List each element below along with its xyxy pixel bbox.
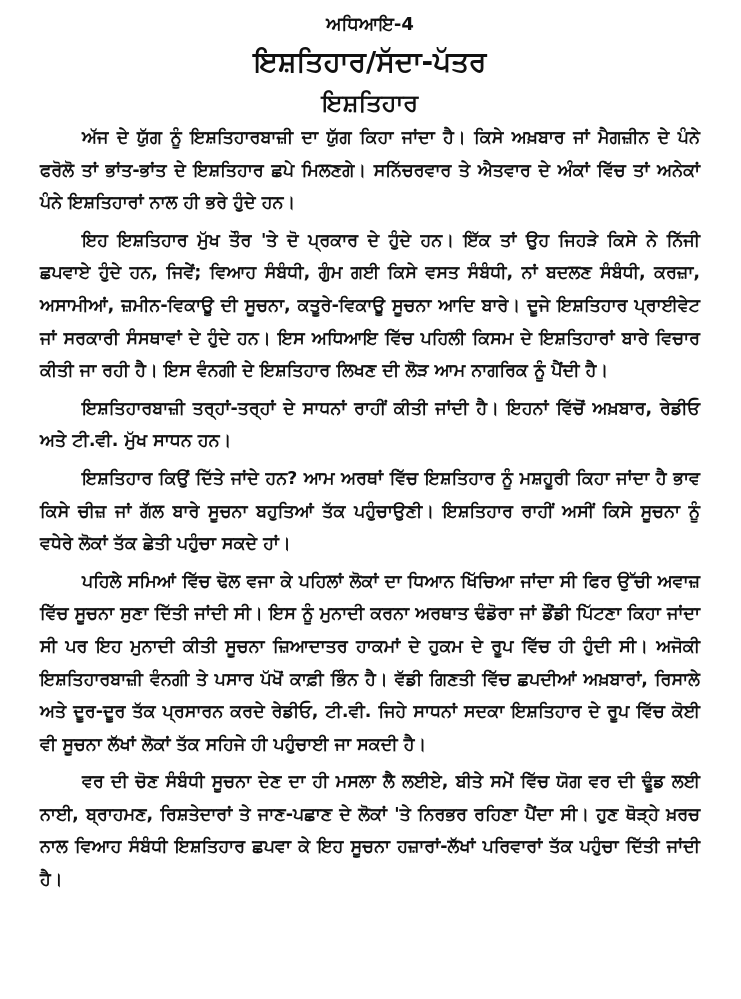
paragraph-4: ਇਸ਼ਤਿਹਾਰ ਕਿਉਂ ਦਿੱਤੇ ਜਾਂਦੇ ਹਨ? ਆਮ ਅਰਥਾਂ ਵਿੱਚ ਇਸ਼ਤਿਹਾਰ ਨੂੰ ਮਸ਼ਹੂਰੀ ਕਿਹਾ ਜਾਂਦਾ ਹੈ ਭਾਵ ਕਿਸੇ ਚੀਜ਼ ਜਾਂ ਗੱਲ ਬਾਰੇ ਸੂਚਨਾ ਬਹੁਤਿਆਂ ਤੱਕ ਪਹੁੰਚਾਉਣੀ। ਇਸ਼ਤਿਹਾਰ ਰਾਹੀਂ ਅਸੀਂ ਕਿਸੇ ਸੂਚਨਾ ਨੂੰ ਵਧੇਰੇ ਲੋਕਾਂ ਤੱਕ ਛੇਤੀ ਪਹੁੰਚਾ ਸਕਦੇ ਹਾਂ। — [40, 468, 700, 555]
paragraph-5: ਪਹਿਲੇ ਸਮਿਆਂ ਵਿੱਚ ਢੋਲ ਵਜਾ ਕੇ ਪਹਿਲਾਂ ਲੋਕਾਂ ਦਾ ਧਿਆਨ ਖਿੱਚਿਆ ਜਾਂਦਾ ਸੀ ਫਿਰ ਉੱਚੀ ਅਵਾਜ਼ ਵਿੱਚ ਸੂਚਨਾ ਸੁਣਾ ਦਿੱਤੀ ਜਾਂਦੀ ਸੀ। ਇਸ ਨੂੰ ਮੁਨਾਦੀ ਕਰਨਾ ਅਰਥਾਤ ਢੰਡੋਰਾ ਜਾਂ ਡੌਂਡੀ ਪਿੱਟਣਾ ਕਿਹਾ ਜਾਂਦਾ ਸੀ ਪਰ ਇਹ ਮੁਨਾਦੀ ਕੀਤੀ ਸੂਚਨਾ ਜ਼ਿਆਦਾਤਰ ਹਾਕਮਾਂ ਦੇ ਹੁਕਮ ਦੇ ਰੂਪ ਵਿੱਚ ਹੀ ਹੁੰਦੀ ਸੀ। ਅਜੋਕੀ ਇਸ਼ਤਿਹਾਰਬਾਜ਼ੀ ਵੰਨਗੀ ਤੇ ਪਸਾਰ ਪੱਖੋਂ ਕਾਫ਼ੀ ਭਿੰਨ ਹੈ। ਵੱਡੀ ਗਿਣਤੀ ਵਿੱਚ ਛਪਦੀਆਂ ਅਖ਼ਬਾਰਾਂ, ਰਿਸਾਲੇ ਅਤੇ ਦੂਰ-ਦੂਰ ਤੱਕ ਪ੍ਰਸਾਰਨ ਕਰਦੇ ਰੇਡੀਓ, ਟੀ.ਵੀ. ਜਿਹੇ ਸਾਧਨਾਂ ਸਦਕਾ ਇਸ਼ਤਿਹਾਰ ਦੇ ਰੂਪ ਵਿੱਚ ਕੋਈ ਵੀ ਸੂਚਨਾ ਲੱਖਾਂ ਲੋਕਾਂ ਤੱਕ ਸਹਿਜੇ ਹੀ ਪਹੁੰਚਾਈ ਜਾ ਸਕਦੀ ਹੈ। — [40, 571, 700, 755]
paragraph-2: ਇਹ ਇਸ਼ਤਿਹਾਰ ਮੁੱਖ ਤੌਰ 'ਤੇ ਦੋ ਪ੍ਰਕਾਰ ਦੇ ਹੁੰਦੇ ਹਨ। ਇੱਕ ਤਾਂ ਉਹ ਜਿਹੜੇ ਕਿਸੇ ਨੇ ਨਿੱਜੀ ਛਪਵਾਏ ਹੁੰਦੇ ਹਨ, ਜਿਵੇਂ; ਵਿਆਹ ਸੰਬੰਧੀ, ਗੁੰਮ ਗਈ ਕਿਸੇ ਵਸਤ ਸੰਬੰਧੀ, ਨਾਂ ਬਦਲਣ ਸੰਬੰਧੀ, ਕਰਜ਼ਾ, ਅਸਾਮੀਆਂ, ਜ਼ਮੀਨ-ਵਿਕਾਊ ਦੀ ਸੂਚਨਾ, ਕਤੂਰੇ-ਵਿਕਾਊ ਸੂਚਨਾ ਆਦਿ ਬਾਰੇ। ਦੂਜੇ ਇਸ਼ਤਿਹਾਰ ਪ੍ਰਾਈਵੇਟ ਜਾਂ ਸਰਕਾਰੀ ਸੰਸਥਾਵਾਂ ਦੇ ਹੁੰਦੇ ਹਨ। ਇਸ ਅਧਿਆਇ ਵਿੱਚ ਪਹਿਲੀ ਕਿਸਮ ਦੇ ਇਸ਼ਤਿਹਾਰਾਂ ਬਾਰੇ ਵਿਚਾਰ ਕੀਤੀ ਜਾ ਰਹੀ ਹੈ। ਇਸ ਵੰਨਗੀ ਦੇ ਇਸ਼ਤਿਹਾਰ ਲਿਖਣ ਦੀ ਲੋੜ ਆਮ ਨਾਗਰਿਕ ਨੂੰ ਪੈਂਦੀ ਹੈ। — [40, 230, 700, 382]
body-text — [40, 122, 700, 897]
paragraph-3: ਇਸ਼ਤਿਹਾਰਬਾਜ਼ੀ ਤਰ੍ਹਾਂ-ਤਰ੍ਹਾਂ ਦੇ ਸਾਧਨਾਂ ਰਾਹੀਂ ਕੀਤੀ ਜਾਂਦੀ ਹੈ। ਇਹਨਾਂ ਵਿੱਚੋਂ ਅਖ਼ਬਾਰ, ਰੇਡੀਓ ਅਤੇ ਟੀ.ਵੀ. ਮੁੱਖ ਸਾਧਨ ਹਨ। — [40, 398, 700, 452]
paragraph-6: ਵਰ ਦੀ ਚੋਣ ਸੰਬੰਧੀ ਸੂਚਨਾ ਦੇਣ ਦਾ ਹੀ ਮਸਲਾ ਲੈ ਲਈਏ, ਬੀਤੇ ਸਮੇਂ ਵਿੱਚ ਯੋਗ ਵਰ ਦੀ ਢੂੰਡ ਲਈ ਨਾਈ, ਬ੍ਰਾਹਮਣ, ਰਿਸ਼ਤੇਦਾਰਾਂ ਤੇ ਜਾਣ-ਪਛਾਣ ਦੇ ਲੋਕਾਂ 'ਤੇ ਨਿਰਭਰ ਰਹਿਣਾ ਪੈਂਦਾ ਸੀ। ਹੁਣ ਥੋੜ੍ਹੇ ਖ਼ਰਚ ਨਾਲ ਵਿਆਹ ਸੰਬੰਧੀ ਇਸ਼ਤਿਹਾਰ ਛਪਵਾ ਕੇ ਇਹ ਸੂਚਨਾ ਹਜ਼ਾਰਾਂ-ਲੱਖਾਂ ਪਰਿਵਾਰਾਂ ਤੱਕ ਪਹੁੰਚਾ ਦਿੱਤੀ ਜਾਂਦੀ ਹੈ। — [40, 772, 700, 891]
section-heading: ਇਸ਼ਤਿਹਾਰ — [321, 89, 419, 117]
chapter-heading: ਅਧਿਆਇ-4 — [326, 14, 414, 35]
page-title: ਇਸ਼ਤਿਹਾਰ/ਸੱਦਾ-ਪੱਤਰ — [253, 45, 487, 78]
document-page — [40, 12, 700, 902]
paragraph-1: ਅੱਜ ਦੇ ਯੁੱਗ ਨੂੰ ਇਸ਼ਤਿਹਾਰਬਾਜ਼ੀ ਦਾ ਯੁੱਗ ਕਿਹਾ ਜਾਂਦਾ ਹੈ। ਕਿਸੇ ਅਖ਼ਬਾਰ ਜਾਂ ਮੈਗਜ਼ੀਨ ਦੇ ਪੰਨੇ ਫਰੋਲੋ ਤਾਂ ਭਾਂਤ-ਭਾਂਤ ਦੇ ਇਸ਼ਤਿਹਾਰ ਛਪੇ ਮਿਲਣਗੇ। ਸਨਿੱਚਰਵਾਰ ਤੇ ਐਤਵਾਰ ਦੇ ਅੰਕਾਂ ਵਿੱਚ ਤਾਂ ਅਨੇਕਾਂ ਪੰਨੇ ਇਸ਼ਤਿਹਾਰਾਂ ਨਾਲ ਹੀ ਭਰੇ ਹੁੰਦੇ ਹਨ। — [40, 128, 700, 214]
